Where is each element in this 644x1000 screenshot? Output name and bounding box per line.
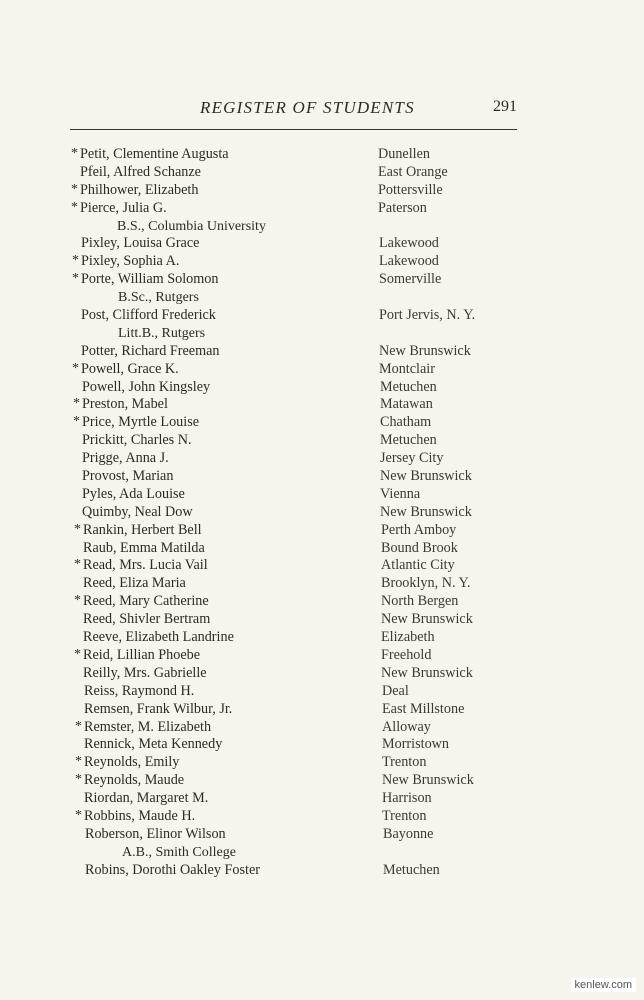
student-entry [0, 629, 644, 647]
student-name: Riordan, Margaret M. [84, 790, 209, 807]
student-name: Post, Clifford Frederick [81, 307, 216, 324]
student-register-list [0, 146, 644, 880]
entry-mark: * [74, 593, 81, 609]
student-entry [0, 146, 644, 164]
entry-mark: * [73, 414, 80, 430]
student-entry [0, 790, 644, 808]
student-name: Petit, Clementine Augusta [80, 146, 229, 162]
student-entry [0, 271, 644, 289]
student-name: Pixley, Louisa Grace [81, 235, 200, 252]
entry-mark: * [75, 807, 82, 823]
entry-mark: * [71, 146, 78, 161]
entry-mark: * [73, 396, 80, 412]
student-name: Reed, Shivler Bertram [83, 611, 211, 628]
degree-line [0, 218, 644, 236]
student-hometown: Somerville [379, 271, 442, 288]
student-hometown: New Brunswick [381, 664, 473, 681]
student-name: Reynolds, Maude [84, 772, 185, 789]
student-hometown: Metuchen [383, 861, 440, 878]
student-entry [0, 379, 644, 397]
student-name: Pyles, Ada Louise [82, 485, 185, 502]
student-entry [0, 253, 644, 271]
student-entry [0, 701, 644, 719]
student-entry [0, 432, 644, 450]
student-hometown: Brooklyn, N. Y. [381, 575, 471, 592]
student-name: Read, Mrs. Lucia Vail [83, 557, 208, 574]
student-name: Robbins, Maude H. [84, 807, 196, 824]
student-hometown: Chatham [380, 414, 432, 431]
entry-mark: * [74, 521, 81, 537]
entry-mark: * [71, 181, 78, 197]
student-hometown: Bayonne [383, 825, 434, 842]
student-entry [0, 575, 644, 593]
student-name: Quimby, Neal Dow [82, 503, 193, 520]
student-name: Remster, M. Elizabeth [84, 718, 212, 735]
student-name: Rennick, Meta Kennedy [84, 736, 223, 753]
student-entry [0, 683, 644, 701]
student-name: Robins, Dorothi Oakley Foster [85, 861, 260, 878]
student-entry [0, 164, 644, 182]
student-entry [0, 754, 644, 772]
student-entry [0, 611, 644, 629]
student-hometown: Vienna [380, 485, 421, 502]
entry-mark: * [74, 646, 81, 662]
student-hometown: Harrison [382, 790, 432, 807]
student-hometown: Matawan [380, 396, 433, 413]
student-entry [0, 665, 644, 683]
student-name: Prickitt, Charles N. [82, 432, 192, 449]
degree-line [0, 844, 644, 862]
degree-line [0, 289, 644, 307]
student-hometown: New Brunswick [379, 342, 471, 359]
student-name: Reed, Mary Catherine [83, 593, 209, 610]
student-name: Pfeil, Alfred Schanze [80, 163, 201, 180]
student-hometown: Lakewood [379, 253, 439, 270]
student-entry [0, 468, 644, 486]
student-entry [0, 200, 644, 218]
running-title: REGISTER OF STUDENTS [200, 98, 415, 117]
student-name: Pixley, Sophia A. [81, 253, 180, 270]
student-hometown: Alloway [382, 718, 431, 735]
student-name: Remsen, Frank Wilbur, Jr. [84, 700, 233, 717]
student-name: Potter, Richard Freeman [81, 342, 220, 359]
entry-mark: * [75, 718, 82, 734]
student-hometown: Paterson [378, 199, 427, 216]
student-hometown: Atlantic City [381, 557, 455, 574]
page-header [0, 98, 644, 122]
entry-mark: * [72, 271, 79, 287]
student-name: Reed, Eliza Maria [83, 575, 186, 592]
student-entry [0, 307, 644, 325]
student-hometown: Freehold [381, 646, 432, 663]
student-entry [0, 486, 644, 504]
degree-line [0, 325, 644, 343]
student-name: Rankin, Herbert Bell [83, 521, 202, 538]
student-name: Provost, Marian [82, 468, 174, 485]
page-number: 291 [493, 98, 517, 115]
student-entry [0, 540, 644, 558]
student-entry [0, 235, 644, 253]
watermark: kenlew.com [571, 978, 636, 992]
degree-text: Litt.B., Rutgers [118, 325, 206, 341]
student-hometown: Morristown [382, 736, 449, 753]
student-name: Prigge, Anna J. [82, 450, 169, 467]
student-hometown: Trenton [382, 754, 427, 771]
student-entry [0, 808, 644, 826]
student-name: Reynolds, Emily [84, 754, 180, 771]
student-hometown: Lakewood [379, 235, 439, 252]
student-name: Porte, William Solomon [81, 271, 219, 288]
student-name: Reiss, Raymond H. [84, 682, 195, 699]
student-name: Raub, Emma Matilda [83, 539, 205, 556]
student-entry [0, 361, 644, 379]
student-hometown: Metuchen [380, 378, 437, 395]
student-name: Preston, Mabel [82, 396, 168, 413]
student-name: Reid, Lillian Phoebe [83, 646, 201, 663]
student-name: Powell, Grace K. [81, 360, 179, 377]
student-hometown: Jersey City [380, 450, 444, 467]
student-hometown: New Brunswick [380, 468, 472, 485]
student-hometown: East Millstone [382, 700, 465, 717]
student-hometown: Elizabeth [381, 629, 435, 646]
student-hometown: Bound Brook [381, 539, 458, 556]
student-entry [0, 343, 644, 361]
entry-mark: * [75, 754, 82, 770]
student-hometown: Pottersville [378, 181, 443, 198]
student-hometown: North Bergen [381, 593, 459, 610]
student-hometown: New Brunswick [381, 611, 473, 628]
entry-mark: * [72, 360, 79, 376]
student-name: Roberson, Elinor Wilson [85, 825, 226, 842]
student-entry [0, 593, 644, 611]
student-entry [0, 647, 644, 665]
degree-text: A.B., Smith College [122, 844, 236, 860]
student-hometown: Montclair [379, 360, 435, 377]
student-entry [0, 736, 644, 754]
student-entry [0, 862, 644, 880]
degree-text: B.Sc., Rutgers [118, 290, 199, 306]
header-rule [70, 129, 517, 130]
student-hometown: Trenton [382, 807, 427, 824]
student-name: Powell, John Kingsley [82, 378, 211, 395]
student-hometown: East Orange [378, 163, 448, 180]
student-entry [0, 826, 644, 844]
entry-mark: * [71, 199, 78, 215]
student-name: Philhower, Elizabeth [80, 181, 199, 198]
student-name: Pierce, Julia G. [80, 199, 167, 216]
student-entry [0, 719, 644, 737]
student-entry [0, 414, 644, 432]
student-entry [0, 504, 644, 522]
student-name: Reeve, Elizabeth Landrine [83, 629, 234, 646]
student-hometown: New Brunswick [382, 772, 474, 789]
student-entry [0, 557, 644, 575]
student-entry [0, 772, 644, 790]
entry-mark: * [74, 557, 81, 573]
student-entry [0, 396, 644, 414]
student-hometown: Dunellen [378, 146, 431, 162]
student-hometown: Port Jervis, N. Y. [379, 307, 476, 324]
student-entry [0, 182, 644, 200]
student-hometown: Metuchen [380, 432, 437, 449]
student-name: Reilly, Mrs. Gabrielle [83, 664, 207, 681]
degree-text: B.S., Columbia University [117, 218, 266, 234]
student-hometown: New Brunswick [380, 503, 472, 520]
student-name: Price, Myrtle Louise [82, 414, 200, 431]
student-entry [0, 450, 644, 468]
student-hometown: Deal [382, 682, 409, 699]
entry-mark: * [75, 772, 82, 788]
student-hometown: Perth Amboy [381, 521, 457, 538]
entry-mark: * [72, 253, 79, 269]
student-entry [0, 522, 644, 540]
